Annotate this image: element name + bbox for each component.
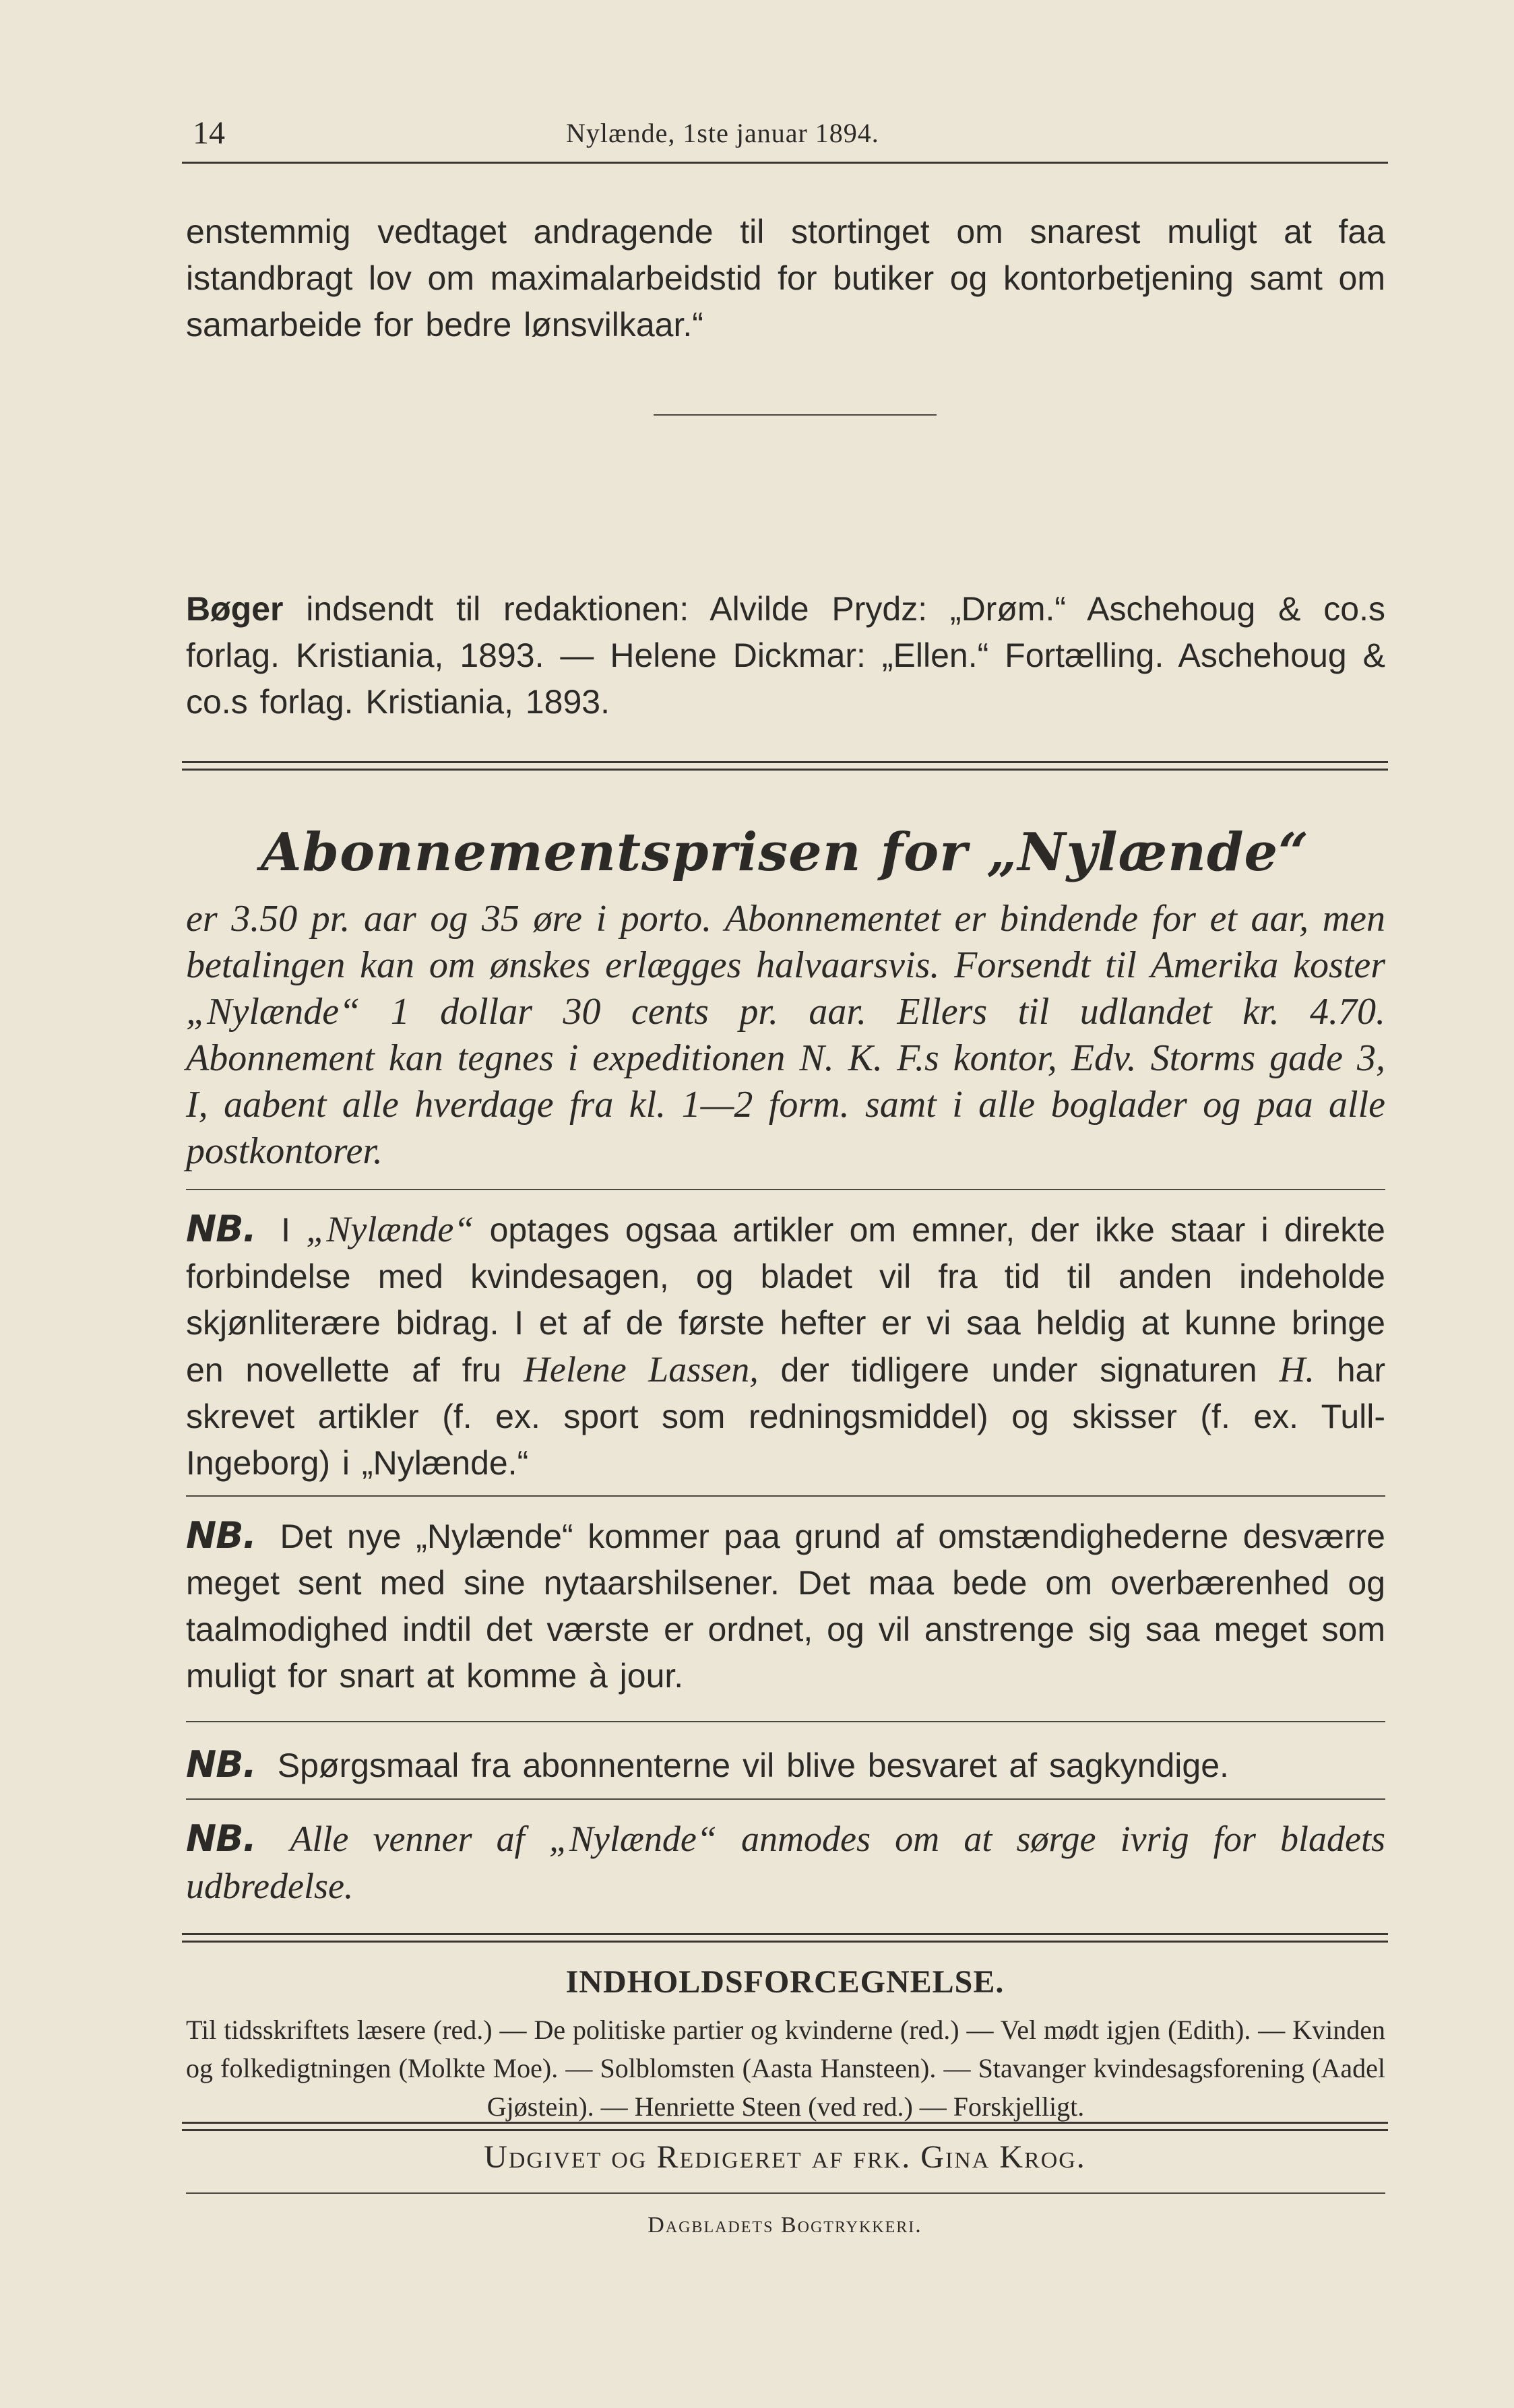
rule-1: [186, 1189, 1385, 1190]
nb1-mid: optages ogsaa artikler om emner, der ikke staar i direkte forbindelse med kvindesagen, og bladet vil fra tid til anden indeholde skjønliterære bidrag. I et af de første hefter er vi saa heldig at kunne bringe en novellette af fru: [186, 1211, 1385, 1389]
double-rule: [182, 761, 1388, 771]
intro-paragraph: enstemmig vedtaget andragende til stortinget om snarest muligt at faa istandbragt lov om maximalarbeidstid for butiker og kontorbetjening samt om samarbeide for bedre lønsvilkaar.“: [186, 213, 1385, 344]
nb1-pre: I: [281, 1211, 291, 1249]
subscription-paragraph: er 3.50 pr. aar og 35 øre i porto. Abonnementet er bindende for et aar, men betalingen kan om ønskes erlægges halvaarsvis. Forsendt til Amerika koster „Nylænde“ 1 dollar 30 cents pr. aar. Ellers til udlandet kr. 4.70. Abonnement kan tegnes i expeditionen N. K. F.s kontor, Edv. Storms gade 3, I, aabent alle hverdage fra kl. 1—2 form. samt i alle boglader og paa alle postkontorer.: [186, 898, 1385, 1172]
nb1-end: har skrevet artikler (f. ex. sport som redningsmiddel) og skisser (f. ex. Tull-Ingeborg) i „Nylænde.“: [186, 1351, 1385, 1482]
contents-list: Til tidsskriftets læsere (red.) — De politiske partier og kvinderne (red.) — Vel mødt igjen (Edith). — Kvinden og folkedigtningen (Molkte Moe). — Solblomsten (Aasta Hansteen). — Stavanger kvindesagsforening (Aadel Gjøstein). — Henriette Steen (ved red.) — Forskjelligt.: [186, 2015, 1385, 2122]
double-rule: [182, 1933, 1388, 1943]
nb-label: NB.: [186, 1743, 256, 1786]
publisher-line: Udgivet og Redigeret af frk. Gina Krog.: [484, 2139, 1086, 2175]
rule-5: [186, 2192, 1385, 2194]
books-lead: Bøger: [186, 590, 284, 628]
printer-line: Dagbladets Bogtrykkeri.: [648, 2213, 922, 2238]
nb-label: NB.: [186, 1817, 256, 1860]
running-title: Nylænde, 1ste januar 1894.: [566, 118, 879, 148]
nb1-mid2: der tidligere under signaturen: [780, 1351, 1257, 1389]
nb-notice-delay: [186, 1512, 1385, 1699]
nb-label: NB.: [186, 1514, 256, 1557]
nb3-text: Spørgsmaal fra abonnenterne vil blive besvaret af sagkyndige.: [277, 1747, 1229, 1784]
double-rule: [182, 2122, 1388, 2131]
nb1-title-italic: „Nylænde“: [306, 1209, 474, 1249]
books-received-paragraph: [186, 586, 1385, 725]
nb2-text: Det nye „Nylænde“ kommer paa grund af omstændighederne desværre meget sent med sine nytaarshilsener. Det maa bede om overbærenhed og taalmodighed indtil det værste er ordnet, og vil anstrenge sig saa meget som muligt for snart at komme à jour.: [186, 1518, 1385, 1695]
rule-3: [186, 1721, 1385, 1722]
nb-notice-articles: [186, 1206, 1385, 1487]
short-divider: [654, 414, 937, 416]
contents-heading: INDHOLDSFORCEGNELSE.: [565, 1964, 1005, 2000]
nb-label: NB.: [186, 1208, 256, 1250]
nb1-author-italic: Helene Lassen,: [523, 1349, 759, 1390]
rule-2: [186, 1495, 1385, 1497]
books-text: indsendt til redaktionen: Alvilde Prydz: „Drøm.“ Aschehoug & co.s forlag. Kristiania, 1893. — Helene Dickmar: „Ellen.“ Fortælling. Aschehoug & co.s forlag. Kristiania, 1893.: [186, 590, 1385, 721]
nb4-text-italic: Alle venner af „Nylænde“ anmodes om at sørge ivrig for bladets udbredelse.: [186, 1819, 1385, 1906]
nb1-signature-italic: H.: [1279, 1349, 1315, 1390]
subscription-heading: Abonnementsprisen for „Nylænde“: [261, 822, 1309, 883]
rule-4: [186, 1798, 1385, 1800]
page-number: 14: [193, 115, 225, 151]
page-header: [182, 108, 1388, 164]
nb-notice-friends: [186, 1815, 1385, 1910]
nb-notice-questions: [186, 1741, 1385, 1789]
